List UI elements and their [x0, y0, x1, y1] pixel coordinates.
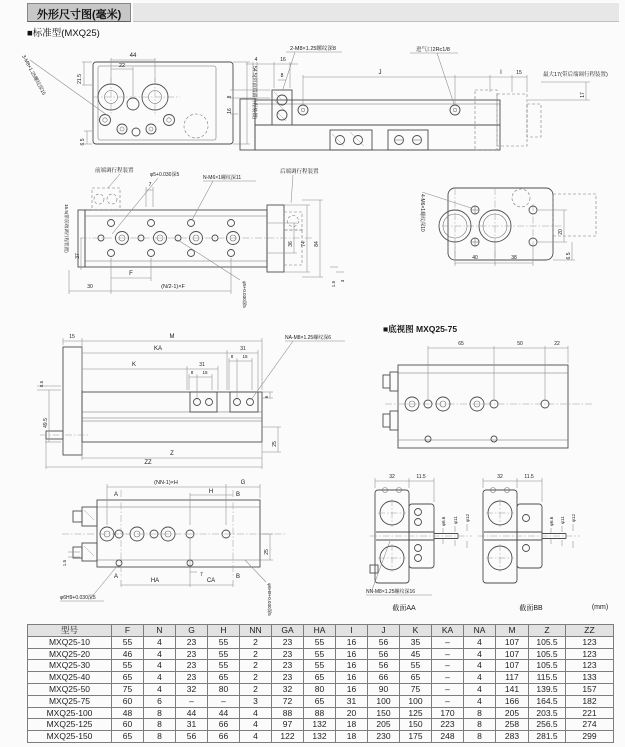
value-cell: 65: [400, 672, 432, 684]
value-cell: 8: [464, 731, 496, 743]
side-view2-drawing: [37, 334, 345, 469]
value-cell: 8: [144, 719, 176, 731]
value-cell: 55: [400, 660, 432, 672]
section-aa-caption: 截面AA: [392, 605, 416, 612]
value-cell: 157: [566, 683, 614, 695]
end-view-drawing: [419, 188, 596, 266]
dim-label: 37: [75, 253, 81, 259]
column-header: GA: [272, 625, 304, 637]
dim-label: 15: [202, 370, 208, 375]
value-cell: –: [432, 683, 464, 695]
model-cell: MXQ25-125: [28, 719, 112, 731]
value-cell: 48: [112, 707, 144, 719]
dim-label: 25: [264, 549, 270, 555]
value-cell: 23: [272, 636, 304, 648]
model-cell: MXQ25-40: [28, 672, 112, 684]
dim-label: 22: [118, 63, 126, 69]
value-cell: 170: [432, 707, 464, 719]
model-cell: MXQ25-20: [28, 648, 112, 660]
thread-note: 3-M8×1.25螺纹深15: [20, 54, 47, 97]
section-bb-drawing: [478, 474, 580, 612]
value-cell: 8: [144, 707, 176, 719]
value-cell: 230: [368, 731, 400, 743]
dimension-table-grid: [27, 624, 614, 743]
value-cell: 4: [464, 660, 496, 672]
value-cell: 4: [464, 695, 496, 707]
value-cell: 16: [336, 648, 368, 660]
value-cell: 4: [144, 636, 176, 648]
dim-label: 31: [240, 346, 246, 352]
bottom-view-drawing: [60, 480, 285, 616]
value-cell: 4: [464, 648, 496, 660]
dimension-table: [27, 624, 614, 743]
dia-label: φ11: [560, 516, 565, 524]
value-cell: 31: [336, 695, 368, 707]
dim-label: 8: [280, 73, 284, 79]
value-cell: 141: [496, 683, 529, 695]
value-cell: 105.5: [529, 636, 566, 648]
value-cell: –: [432, 660, 464, 672]
dim-label: 0.5: [39, 380, 44, 388]
value-cell: 35: [400, 636, 432, 648]
page-title: 外形尺寸图(毫米): [27, 3, 131, 22]
value-cell: 6: [144, 695, 176, 707]
value-cell: 60: [112, 695, 144, 707]
value-cell: 65: [208, 672, 240, 684]
dim-label: J: [378, 70, 382, 76]
dim-label: 31: [199, 362, 205, 368]
value-cell: 132: [304, 719, 336, 731]
dim-label: I: [500, 70, 502, 76]
column-header: F: [112, 625, 144, 637]
value-cell: 60: [112, 719, 144, 731]
dim-label: 16: [280, 57, 286, 63]
value-cell: 100: [368, 695, 400, 707]
dia-label: φ12: [465, 513, 470, 522]
value-cell: 115.5: [529, 672, 566, 684]
dim-label: 44: [129, 53, 137, 59]
dim-label: 15: [69, 334, 75, 340]
dim-label: 50: [517, 341, 523, 347]
dim-label: 6.5: [566, 252, 572, 260]
top-view-drawing: [20, 53, 258, 145]
value-cell: 23: [272, 672, 304, 684]
column-header: 型号: [28, 625, 112, 637]
value-cell: 20: [336, 707, 368, 719]
value-cell: 164.5: [529, 695, 566, 707]
value-cell: 65: [304, 695, 336, 707]
value-cell: 90: [368, 683, 400, 695]
table-row: [28, 731, 614, 743]
dim-label: 15: [242, 354, 248, 359]
dim-label: 38: [511, 255, 517, 261]
value-cell: 150: [368, 707, 400, 719]
value-cell: –: [432, 695, 464, 707]
value-cell: 2: [240, 648, 272, 660]
value-cell: 16: [336, 660, 368, 672]
value-cell: 75: [400, 683, 432, 695]
thread-note: 4-M6×1螺纹深10: [419, 194, 425, 232]
dim-label: 16: [227, 108, 233, 114]
page-header: [27, 3, 619, 22]
dim-label: 11.5: [416, 474, 426, 480]
drawing-row-4: [0, 468, 625, 620]
value-cell: 55: [208, 660, 240, 672]
value-cell: 80: [208, 683, 240, 695]
table-row: [28, 719, 614, 731]
section-mark: A: [113, 574, 118, 580]
thread-note: NA-M8×1.25螺纹深6: [285, 335, 331, 341]
drawing-row-2: [0, 160, 625, 315]
dim-label: KA: [153, 346, 163, 352]
section-mark: B: [236, 574, 241, 580]
value-cell: 4: [464, 683, 496, 695]
dim-label: 32: [389, 474, 395, 480]
value-cell: 150: [400, 719, 432, 731]
dim-label: 22: [554, 341, 560, 347]
value-cell: 45: [400, 648, 432, 660]
dim-label: 25: [272, 441, 278, 447]
value-cell: 105.5: [529, 660, 566, 672]
value-cell: 205: [496, 707, 529, 719]
value-cell: 256.5: [529, 719, 566, 731]
model-cell: MXQ25-75: [28, 695, 112, 707]
value-cell: 4: [464, 636, 496, 648]
value-cell: 123: [566, 660, 614, 672]
pin-hole-note: φ5+0.030深5: [150, 172, 180, 178]
value-cell: 4: [240, 707, 272, 719]
value-cell: –: [176, 695, 208, 707]
value-cell: 274: [566, 719, 614, 731]
model-cell: MXQ25-150: [28, 731, 112, 743]
table-row: [28, 636, 614, 648]
table-header-row: [28, 625, 614, 637]
value-cell: 56: [176, 731, 208, 743]
value-cell: 66: [208, 731, 240, 743]
value-cell: 55: [304, 648, 336, 660]
column-header: I: [336, 625, 368, 637]
dim-label: 1.5: [331, 280, 336, 288]
pin-hole-note-vertical: φ6H9+0.030深5: [267, 583, 272, 616]
dim-label: F: [129, 271, 133, 277]
column-header: G: [176, 625, 208, 637]
value-cell: 55: [208, 636, 240, 648]
section-mark: B: [236, 492, 241, 498]
value-cell: 105.5: [529, 648, 566, 660]
dim-label: 7: [200, 572, 203, 578]
table-row: [28, 660, 614, 672]
value-cell: 2: [240, 672, 272, 684]
dim-label: 20: [558, 229, 564, 235]
dim-label: ZZ: [144, 460, 152, 466]
value-cell: 123: [566, 648, 614, 660]
dia-label: φ6.6: [549, 516, 554, 526]
dim-label: 74: [301, 241, 307, 247]
model-cell: MXQ25-30: [28, 660, 112, 672]
value-cell: 248: [432, 731, 464, 743]
dim-label: H: [208, 489, 214, 495]
value-cell: 4: [144, 683, 176, 695]
thread-note: N-M6×1螺纹深11: [203, 175, 242, 181]
column-header: H: [208, 625, 240, 637]
value-cell: 2: [240, 683, 272, 695]
dim-label: 8: [230, 354, 234, 359]
value-cell: 97: [272, 719, 304, 731]
dim-label: 8: [227, 95, 233, 99]
value-cell: 3: [240, 695, 272, 707]
column-header: HA: [304, 625, 336, 637]
value-cell: 75: [112, 683, 144, 695]
standard-type-heading: ■标准型(MXQ25): [27, 28, 100, 39]
value-cell: 16: [336, 683, 368, 695]
table-row: [28, 683, 614, 695]
column-header: KA: [432, 625, 464, 637]
table-row: [28, 648, 614, 660]
dia-label: φ6.6: [441, 516, 446, 526]
value-cell: 16: [336, 636, 368, 648]
value-cell: –: [432, 672, 464, 684]
dim-label: HA: [150, 578, 160, 584]
value-cell: 72: [272, 695, 304, 707]
value-cell: 221: [566, 707, 614, 719]
section-bb-caption: 截面BB: [519, 605, 543, 612]
unit-note: (mm): [591, 604, 609, 611]
value-cell: 23: [176, 672, 208, 684]
rear-adjuster-note: 后端调行程装置: [280, 169, 319, 175]
value-cell: 4: [240, 731, 272, 743]
value-cell: 283: [496, 731, 529, 743]
value-cell: 4: [144, 672, 176, 684]
value-cell: 65: [112, 731, 144, 743]
section-aa-drawing: [366, 474, 472, 612]
value-cell: –: [432, 648, 464, 660]
dim-label: 3: [340, 279, 345, 283]
value-cell: 66: [368, 672, 400, 684]
value-cell: 55: [304, 660, 336, 672]
value-cell: 18: [336, 731, 368, 743]
value-cell: 66: [208, 719, 240, 731]
value-cell: 125: [400, 707, 432, 719]
value-cell: 23: [176, 660, 208, 672]
value-cell: 56: [368, 648, 400, 660]
pin-hole-note: φ6H9+0.030深5: [60, 595, 96, 601]
dim-label: 49.5: [43, 418, 49, 428]
column-header: N: [144, 625, 176, 637]
value-cell: 23: [176, 648, 208, 660]
front-adjuster-note: 前端调行程装置: [95, 168, 134, 174]
value-cell: 107: [496, 660, 529, 672]
value-cell: 281.5: [529, 731, 566, 743]
value-cell: 65: [304, 672, 336, 684]
value-cell: 299: [566, 731, 614, 743]
value-cell: 8: [464, 719, 496, 731]
drawing-row-3: [0, 315, 625, 470]
dim-label: 65: [458, 341, 464, 347]
column-header: Z: [529, 625, 566, 637]
value-cell: 44: [208, 707, 240, 719]
value-cell: 23: [176, 636, 208, 648]
column-header: ZZ: [566, 625, 614, 637]
value-cell: 23: [272, 648, 304, 660]
dim-label: 7: [148, 182, 152, 188]
value-cell: 23: [272, 660, 304, 672]
dim-label: 11.5: [524, 474, 534, 480]
value-cell: 175: [400, 731, 432, 743]
dim-label: 1.5: [62, 559, 67, 567]
dim-label: 6: [264, 395, 269, 399]
dim-label: 40: [472, 255, 478, 261]
thread-note: NN-M8×1.25螺纹深16: [366, 589, 416, 595]
value-cell: 65: [112, 672, 144, 684]
side-view-drawing: [227, 44, 608, 150]
value-cell: 31: [176, 719, 208, 731]
table-row: [28, 707, 614, 719]
pitch-formula: (NN-1)×H: [154, 480, 178, 486]
value-cell: 55: [304, 636, 336, 648]
value-cell: –: [432, 636, 464, 648]
pin-hole-note-vertical: φ5+0.030深5: [242, 281, 247, 308]
dim-label: 17: [580, 92, 586, 98]
value-cell: 8: [464, 707, 496, 719]
value-cell: 139.5: [529, 683, 566, 695]
thread-note: 2-M8×1.25螺纹深8: [289, 46, 337, 52]
section-mark: A: [113, 492, 118, 498]
dim-label: Z: [170, 451, 174, 457]
column-header: K: [400, 625, 432, 637]
value-cell: 16: [336, 672, 368, 684]
value-cell: 182: [566, 695, 614, 707]
value-cell: 88: [304, 707, 336, 719]
bottom-view-heading: ■底视图 MXQ25-75: [383, 324, 458, 334]
value-cell: 133: [566, 672, 614, 684]
value-cell: 223: [432, 719, 464, 731]
dim-label: 21.5: [77, 74, 83, 84]
dim-label: 30: [87, 284, 93, 290]
dim-label: 6.5: [80, 138, 86, 146]
value-cell: 32: [176, 683, 208, 695]
drawing-row-1: [0, 42, 625, 162]
value-cell: 132: [304, 731, 336, 743]
value-cell: 4: [464, 672, 496, 684]
table-row: [28, 695, 614, 707]
plan-view-drawing: [63, 166, 345, 308]
value-cell: –: [208, 695, 240, 707]
value-cell: 8: [144, 731, 176, 743]
value-cell: 4: [240, 719, 272, 731]
model-cell: MXQ25-100: [28, 707, 112, 719]
value-cell: 18: [336, 719, 368, 731]
value-cell: 2: [240, 636, 272, 648]
value-cell: 107: [496, 648, 529, 660]
title-strip: [133, 3, 619, 22]
column-header: NN: [240, 625, 272, 637]
value-cell: 205: [368, 719, 400, 731]
value-cell: 2: [240, 660, 272, 672]
dim-label: 8: [190, 370, 194, 375]
stroke-adjuster-note: 16.5(带前端调行程装置): [64, 204, 69, 253]
column-header: NA: [464, 625, 496, 637]
bottom-view-75-drawing: [383, 324, 592, 448]
dia-label: φ11: [453, 516, 458, 524]
dim-label: 15: [516, 70, 522, 76]
value-cell: 55: [112, 636, 144, 648]
value-cell: 4: [144, 660, 176, 672]
value-cell: 258: [496, 719, 529, 731]
dim-label: CA: [206, 578, 216, 584]
dim-label: 84: [314, 241, 320, 247]
dim-label: K: [131, 362, 137, 368]
column-header: J: [368, 625, 400, 637]
stroke-adjuster-note: 54.5(带前端调行程装置): [251, 66, 257, 120]
table-row: [28, 672, 614, 684]
dim-label: G: [240, 480, 246, 486]
value-cell: 32: [272, 683, 304, 695]
value-cell: 56: [368, 636, 400, 648]
dim-label: 36: [288, 241, 294, 247]
value-cell: 44: [176, 707, 208, 719]
value-cell: 56: [368, 660, 400, 672]
value-cell: 122: [272, 731, 304, 743]
port-note: 进气口2Rc1/8: [416, 47, 450, 53]
value-cell: 203.5: [529, 707, 566, 719]
model-cell: MXQ25-10: [28, 636, 112, 648]
value-cell: 100: [400, 695, 432, 707]
max-stroke-note: 最大17(带后端调行程装置): [543, 72, 608, 78]
value-cell: 107: [496, 636, 529, 648]
dim-label: 32: [497, 474, 503, 480]
dim-label: M: [169, 334, 175, 340]
dim-label: 4: [254, 57, 258, 63]
column-header: M: [496, 625, 529, 637]
value-cell: 123: [566, 636, 614, 648]
pitch-formula: (N/2-1)×F: [161, 284, 185, 290]
value-cell: 117: [496, 672, 529, 684]
model-cell: MXQ25-50: [28, 683, 112, 695]
value-cell: 55: [208, 648, 240, 660]
value-cell: 4: [144, 648, 176, 660]
value-cell: 55: [112, 660, 144, 672]
value-cell: 80: [304, 683, 336, 695]
value-cell: 46: [112, 648, 144, 660]
value-cell: 88: [272, 707, 304, 719]
dia-label: φ12: [571, 513, 576, 522]
value-cell: 166: [496, 695, 529, 707]
